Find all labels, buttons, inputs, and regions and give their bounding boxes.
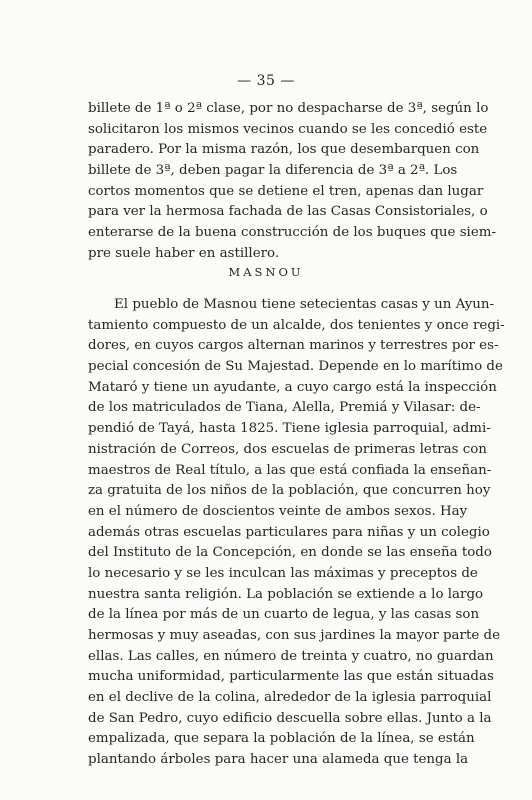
page-number: — 35 — — [237, 73, 295, 89]
text-line: nuestra santa religión. La población se extiende a lo largo — [88, 586, 484, 602]
text-line: en el número de doscientos veinte de ambos sexos. Hay — [88, 503, 468, 519]
text-line: El pueblo de Masnou tiene setecientas casas y un Ayun- — [114, 297, 495, 312]
text-line: pecial concesión de Su Majestad. Depende en lo marítimo de — [88, 359, 503, 375]
text-line: hermosas y muy aseadas, con sus jardines la mayor parte de — [88, 628, 500, 643]
text-line: mucha uniformidad, particularmente las que están situadas — [88, 669, 494, 685]
text-line: dores, en cuyos cargos alternan marinos y terrestres por es- — [88, 338, 499, 354]
text-line: lo necesario y se les inculcan las máximas y preceptos de — [88, 565, 478, 581]
text-line: de los matriculados de Tiana, Alella, Premiá y Vilasar: de- — [88, 400, 481, 416]
paragraph-1 — [88, 99, 496, 265]
text-line: pendió de Tayá, hasta 1825. Tiene iglesia parroquial, admi- — [88, 421, 491, 437]
text-line: tamiento compuesto de un alcalde, dos tenientes y once regi- — [88, 317, 505, 333]
section-heading: MASNOU — [228, 265, 304, 279]
text-line: solicitaron los mismos vecinos cuando se les concedió este — [88, 121, 488, 137]
text-line: nistración de Correos, dos escuelas de primeras letras con — [88, 441, 487, 457]
text-line: paradero. Por la misma razón, los que desembarquen con — [88, 142, 480, 158]
text-line: en el declive de la colina, alrededor de la iglesia parroquial — [88, 690, 492, 706]
text-line: billete de 1ª o 2ª clase, por no despacharse de 3ª, según lo — [88, 101, 489, 116]
text-line: enterarse de la buena construcción de los buques que siem- — [88, 225, 496, 241]
text-line: billete de 3ª, deben pagar la diferencia de 3ª a 2ª. Los — [88, 163, 458, 179]
text-line: además otras escuelas particulares para niñas y un colegio — [88, 524, 490, 540]
text-line: para ver la hermosa fachada de las Casas Consistoriales, o — [88, 204, 488, 220]
text-line: del Instituto de la Concepción, en donde se las enseña todo — [88, 545, 492, 561]
text-line: empalizada, que separa la población de la línea, se están — [88, 731, 475, 747]
text-line: cortos momentos que se detiene el tren, apenas dan lugar — [88, 183, 484, 199]
text-line: ellas. Las calles, en número de treinta y cuatro, no guardan — [88, 648, 494, 664]
text-line: de la línea por más de un cuarto de legua, y las casas son — [88, 607, 480, 623]
text-line: za gratuita de los niños de la población, que concurren hoy — [88, 483, 491, 499]
text-line: Mataró y tiene un ayudante, a cuyo cargo está la inspección — [88, 379, 497, 395]
text-line: de San Pedro, cuyo edificio descuella sobre ellas. Junto a la — [88, 710, 492, 726]
text-line: maestros de Real título, a las que está confiada la enseñan- — [88, 462, 492, 478]
text-line: pre suele haber en astillero. — [88, 245, 280, 261]
paragraph-2 — [88, 295, 505, 771]
text-line: plantando árboles para hacer una alameda que tenga la — [88, 752, 469, 768]
